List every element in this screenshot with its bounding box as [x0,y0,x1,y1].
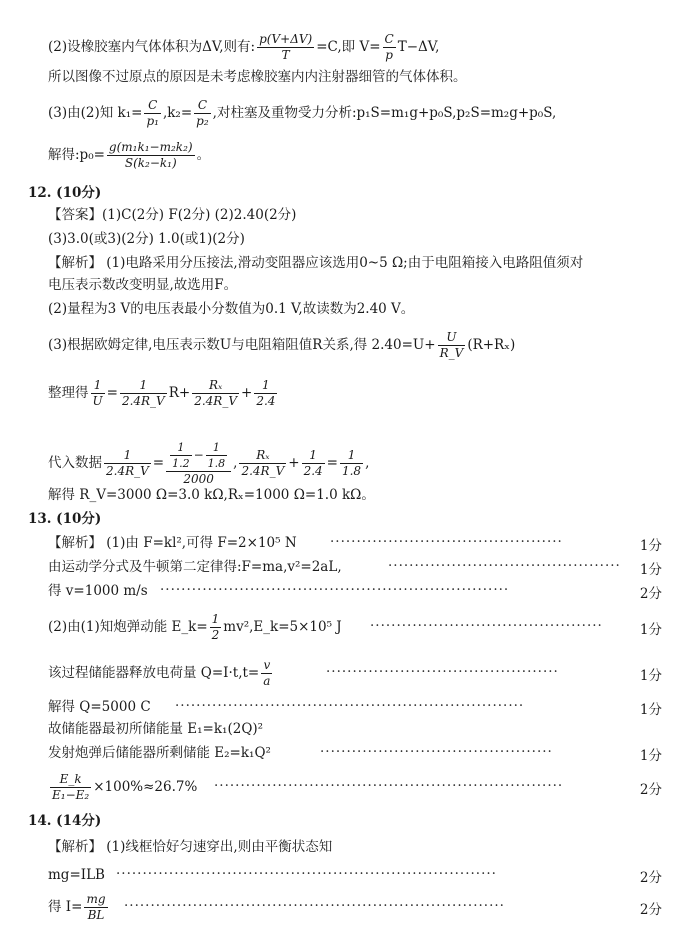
fraction: $\frac{v}{a}$ [263,658,271,688]
leader-dots: ·································································· [214,778,564,794]
fraction: $\frac{1}{1.8}$ [207,441,226,470]
leader-dots: ············································ [370,618,603,634]
q12-substitute-equation: 代入数据 $\frac{1}{2.4R\_V}$ = $\frac{1}{1.2}$ − $\frac{1}{1.8}$ 2000 , $\frac{\text{Rₓ}}{2.4R\_V}$ + $\frac{1}{2.4}$ = $\frac{1}{1.8}$ , [48,441,370,486]
fraction: $\frac{\text{g(m₁k₁−m₂k₂)}}{\text{S(k₂−k₁)}}$ [108,140,193,170]
fraction: $\frac{E\_k}{\text{E₁−E₂}}$ [52,772,90,802]
score: 1分 [639,622,662,638]
fraction: $\frac{mg}{BL}$ [86,892,106,922]
q11-part3-solution: 解得:p₀= $\frac{\text{g(m₁k₁−m₂k₂)}}{\text{S(k₂−k₁)}}$ 。 [48,140,211,170]
score: 2分 [639,586,662,602]
score: 1分 [639,748,662,764]
q14-row3: 得 I= $\frac{mg}{BL}$ [48,892,106,922]
fraction: $\frac{1}{2.4R\_V}$ [121,378,165,408]
q13-row2: 由运动学分式及牛顿第二定律得:F=ma,v²=2aL, [48,559,342,575]
q13-row3: 得 v=1000 m/s [48,583,148,599]
fraction: $\frac{\text{Rₓ}}{2.4R\_V}$ [194,378,238,408]
q13-header: 13. (10分) [28,511,102,527]
fraction: $\frac{C}{\text{p₂}}$ [196,98,209,128]
q13-row5: 该过程储能器释放电荷量 Q=I·t,t= $\frac{v}{a}$ [48,658,271,688]
leader-dots: ·································································· [160,582,510,598]
fraction: $\frac{1}{2.4R\_V}$ [106,448,149,478]
q11-part3-analysis: (3)由(2)知 k₁= $\frac{C}{\text{p₁}}$ ,k₂= $\frac{C}{\text{p₂}}$ ,对柱塞及重物受力分析:p₁S=m₁g+p₀S,p₂S=m₂g+p₀S, [48,98,557,128]
leader-dots: ········································································ [116,866,497,882]
q13-row8: 发射炮弹后储能器所剩储能 E₂=k₁Q² [48,745,271,761]
q12-explain-line1: 【解析】 (1)电路采用分压接法,滑动变阻器应该选用0~5 Ω;由于电阻箱接入电路阻值须对 [48,255,584,271]
fraction: $\frac{C}{p}$ [384,32,394,62]
q12-explain-line3: (2)量程为3 V的电压表最小分数值为0.1 V,故读数为2.40 V。 [48,301,415,317]
score: 2分 [639,902,662,918]
q11-part2-equation: (2)设橡胶塞内气体体积为ΔV,则有: $\frac{p(V+\Delta V)}{T}$ =C,即 V= $\frac{C}{p}$ T−ΔV, [48,32,440,62]
q12-header: 12. (10分) [28,185,102,201]
q12-explain-line4: (3)根据欧姆定律,电压表示数U与电阻箱阻值R关系,得 2.40=U+ $\frac{U}{R\_V}$ (R+Rₓ) [48,330,516,360]
fraction: $\frac{1}{2.4}$ [303,448,323,478]
q13-row4: (2)由(1)知炮弹动能 E_k= $\frac{1}{2}$ mv²,E_k=5×10⁵ J [48,612,342,642]
q14-row2: mg=ILB [48,867,105,883]
score: 1分 [639,562,662,578]
q12-answer-line1: 【答案】(1)C(2分) F(2分) (2)2.40(2分) [48,207,297,223]
fraction: $\frac{U}{R\_V}$ [439,330,464,360]
fraction: $\frac{1}{2}$ [211,612,220,642]
leader-dots: ········································································ [124,898,505,914]
score: 1分 [639,538,662,554]
q13-row7: 故储能器最初所储能量 E₁=k₁(2Q)² [48,721,264,737]
score: 1分 [639,702,662,718]
q12-tidy-equation: 整理得 $\frac{1}{U}$ = $\frac{1}{2.4R\_V}$ R+ $\frac{\text{Rₓ}}{2.4R\_V}$ + $\frac{1}{2.4}$ [48,378,276,408]
fraction: $\frac{\text{Rₓ}}{2.4R\_V}$ [241,448,285,478]
fraction: $\frac{1}{1.2}$ [172,441,190,470]
q12-answer-line2: (3)3.0(或3)(2分) 1.0(或1)(2分) [48,231,245,247]
q13-row6: 解得 Q=5000 C [48,699,151,715]
leader-dots: ············································ [326,664,559,680]
score: 2分 [639,870,662,886]
fraction: $\frac{1}{U}$ [92,378,103,408]
q12-explain-line2: 电压表示数改变明显,故选用F。 [48,277,238,293]
score: 2分 [639,782,662,798]
compound-fraction: $\frac{1}{1.2}$ − $\frac{1}{1.8}$ 2000 [166,440,231,487]
q13-row9: $\frac{E\_k}{\text{E₁−E₂}}$ ×100%≈26.7% [52,772,198,802]
fraction: $\frac{p(V+\Delta V)}{T}$ [259,32,313,62]
leader-dots: ············································ [320,744,553,760]
q13-row1: 【解析】 (1)由 F=kl²,可得 F=2×10⁵ N [48,535,297,551]
leader-dots: ············································ [330,534,563,550]
q14-row1: 【解析】 (1)线框恰好匀速穿出,则由平衡状态知 [48,839,333,855]
fraction: $\frac{1}{1.8}$ [341,448,362,478]
fraction: $\frac{1}{2.4}$ [256,378,276,408]
score: 1分 [639,668,662,684]
leader-dots: ·································································· [175,698,525,714]
q12-result: 解得 R_V=3000 Ω=3.0 kΩ,Rₓ=1000 Ω=1.0 kΩ。 [48,487,375,503]
leader-dots: ············································ [388,558,621,574]
q14-header: 14. (14分) [28,813,102,829]
fraction: $\frac{C}{\text{p₁}}$ [146,98,159,128]
q11-part2-reason: 所以图像不过原点的原因是未考虑橡胶塞内内注射器细管的气体体积。 [48,69,467,85]
